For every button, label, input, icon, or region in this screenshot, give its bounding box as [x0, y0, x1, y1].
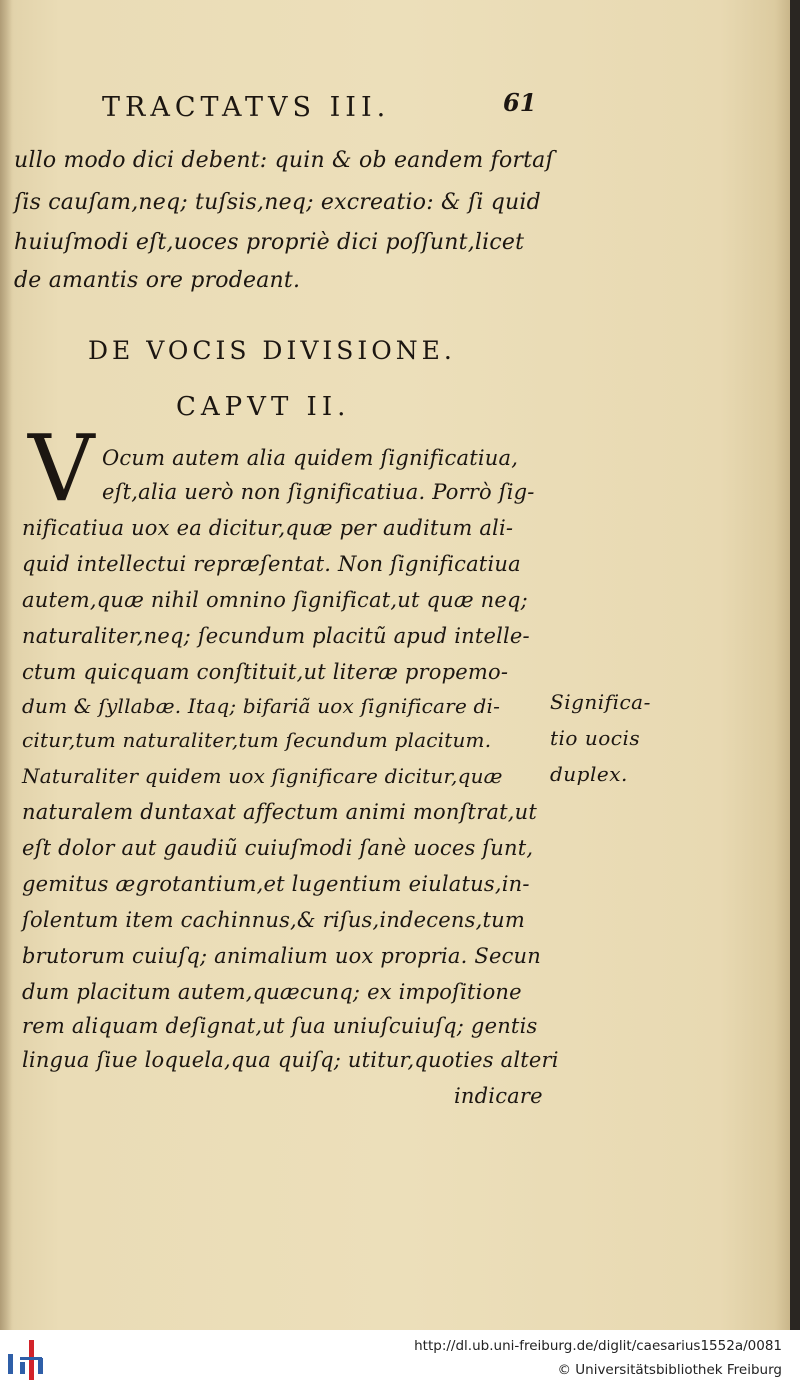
- text-line: ſis cauſam,neq; tuſsis,neq; excreatio: & ſi quid: [14, 190, 541, 215]
- text-line: naturaliter,neq; ſecundum placitũ apud intelle-: [22, 624, 530, 648]
- text-line: gemitus ægrotantium,et lugentium eiulatus,in-: [22, 872, 530, 896]
- text-line: Ocum autem alia quidem ſignificatiua,: [102, 446, 519, 470]
- text-line: dum & ſyllabæ. Itaq; bifariã uox ſignificare di-: [22, 694, 501, 718]
- text-line: ſolentum item cachinnus,& riſus,indecens,tum: [22, 908, 525, 932]
- text-line: naturalem duntaxat affectum animi monſtrat,ut: [22, 800, 538, 824]
- text-line: ctum quicquam conſtituit,ut literæ propemo-: [22, 660, 509, 684]
- text-line: ullo modo dici debent: quin & ob eandem fortaſ: [14, 148, 554, 173]
- text-line: rem aliquam deſignat,ut ſua uniuſcuiuſq; gentis: [22, 1014, 538, 1038]
- section-heading: DE VOCIS DIVISIONE.: [88, 336, 456, 365]
- text-line: eſt dolor aut gaudiũ cuiuſmodi ſanè uoces ſunt,: [22, 836, 534, 860]
- running-head: TRACTATVS III.: [102, 92, 391, 123]
- viewer-footer: [0, 1330, 800, 1388]
- page-gutter-shadow: [0, 0, 12, 1330]
- text-line: nificatiua uox ea dicitur,quæ per auditum ali-: [22, 516, 514, 540]
- text-line: eſt,alia uerò non ſignificatiua. Porrò ſig-: [102, 480, 535, 504]
- text-line: citur,tum naturaliter,tum ſecundum placitum.: [22, 728, 492, 752]
- page-number: 61: [503, 88, 537, 117]
- text-line: lingua ſiue loquela,qua quiſq; utitur,quoties alteri: [22, 1048, 559, 1072]
- text-line: de amantis ore prodeant.: [14, 268, 301, 293]
- drop-cap: V: [28, 415, 95, 522]
- ub-freiburg-logo-icon: [6, 1340, 50, 1382]
- margin-note-line: Significa-: [550, 690, 651, 714]
- copyright-notice: © Universitätsbibliothek Freiburg: [557, 1362, 782, 1378]
- margin-note-line: tio uocis: [550, 726, 641, 750]
- catchword: indicare: [454, 1084, 543, 1108]
- text-line: autem,quæ nihil omnino ſignificat,ut quæ neq;: [22, 588, 528, 612]
- text-line: brutorum cuiuſq; animalium uox propria. Secun: [22, 944, 541, 968]
- text-line: huiuſmodi eſt,uoces propriè dici poſſunt,licet: [14, 230, 525, 255]
- text-line: dum placitum autem,quæcunq; ex impoſitione: [22, 980, 522, 1004]
- chapter-heading: CAPVT II.: [176, 392, 351, 422]
- text-line: Naturaliter quidem uox ſignificare dicitur,quæ: [22, 764, 503, 788]
- permalink-url[interactable]: http://dl.ub.uni-freiburg.de/diglit/caesarius1552a/0081: [414, 1338, 782, 1354]
- text-line: quid intellectui repræſentat. Non ſignificatiua: [22, 552, 521, 576]
- margin-note-line: duplex.: [550, 762, 628, 786]
